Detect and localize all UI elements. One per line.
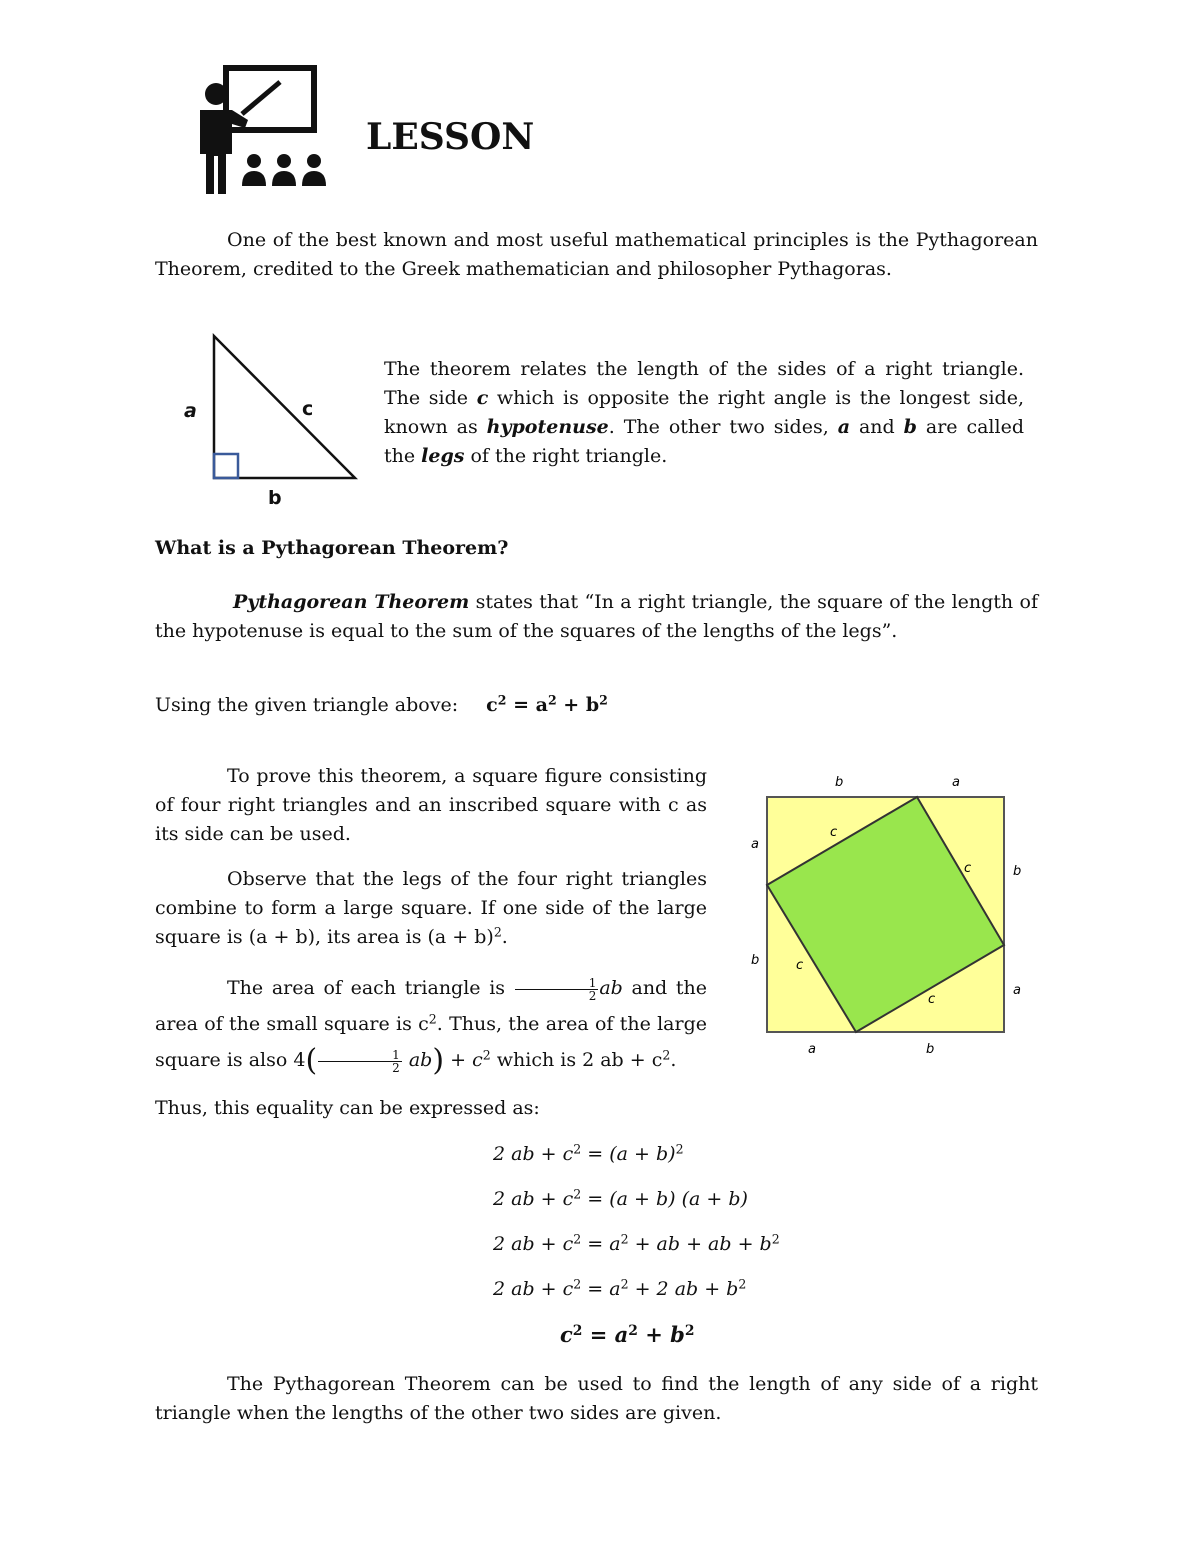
eq-exp: 2: [573, 1276, 582, 1292]
frac-den: 2: [392, 1060, 400, 1075]
sq-label-left-a: a: [751, 837, 759, 852]
desc-text: are called the: [384, 416, 1024, 467]
p3-text: . Thus, the area of the large square is also 4: [155, 1013, 708, 1071]
desc-a: a: [837, 416, 850, 438]
eq3-rhs-a: = a: [581, 1233, 621, 1255]
eq-exp: 2: [684, 1323, 695, 1340]
desc-text: and: [850, 416, 904, 438]
eq4-lhs: 2 ab + c: [493, 1278, 574, 1300]
sq-label-top-a: a: [952, 775, 960, 790]
proof-paragraph-3: The area of each triangle is $\frac{1}{2}$ ab and the area of the small square is $c^2$. Thus, the area of the large square is also 4( $\frac{1}{2}$ $ab) + c^2$ which is 2 ab + $c^2$.: [155, 975, 708, 1078]
eq4-rhs-a: = a: [581, 1278, 621, 1300]
square-proof-figure: [740, 765, 1040, 1065]
sq-label-top-b: b: [835, 775, 844, 790]
proof-paragraph-2: [155, 865, 707, 952]
p3-c: c: [472, 1049, 483, 1071]
proof-paragraph-1: To prove this theorem, a square figure consisting of four right triangles and an inscribed square with c as its side can be used.: [155, 765, 707, 845]
eq-exp: 2: [620, 1231, 629, 1247]
final-eq: = a: [582, 1322, 629, 1347]
desc-c: c: [476, 387, 489, 409]
frac-den: 2: [588, 988, 597, 1003]
equation-1: [493, 1143, 684, 1165]
using-c: c: [486, 694, 498, 716]
lesson-title: LESSON: [366, 116, 535, 158]
equation-3: [493, 1233, 780, 1255]
eq-exp: 2: [573, 1141, 582, 1157]
p2-end: .: [501, 926, 508, 948]
triangle-label-a: a: [184, 400, 197, 422]
final-plus: + b: [637, 1322, 685, 1347]
using-line: [155, 694, 608, 716]
half-fraction: [318, 1049, 402, 1074]
eq-exp: 2: [628, 1323, 638, 1340]
using-eq: = a: [506, 694, 548, 716]
p3-ab: ab: [408, 1049, 433, 1071]
desc-text: The theorem relates the length of the sides of a right triangle. The side: [384, 358, 1024, 409]
section-heading: What is a Pythagorean Theorem?: [155, 537, 509, 559]
eq-exp: 2: [573, 1186, 582, 1202]
p3-text: which is 2 ab + c: [490, 1049, 663, 1071]
using-equation: [486, 694, 608, 716]
eq-exp: 2: [573, 1231, 582, 1247]
sq-label-bottom-b: b: [926, 1042, 935, 1057]
sq-label-right-b: b: [1013, 864, 1022, 879]
desc-text: of the right triangle.: [464, 445, 668, 467]
using-label: Using the given triangle above:: [155, 694, 459, 716]
eq1-lhs: 2 ab + c: [493, 1143, 574, 1165]
desc-text: which is opposite the right angle is the longest side, known as: [384, 387, 1025, 438]
eq2-rhs: = (a + b) (a + b): [581, 1188, 748, 1210]
eq4-rhs-b: + 2 ab + b: [628, 1278, 739, 1300]
desc-text: . The other two sides,: [608, 416, 838, 438]
eq3-rhs-b: + ab + ab + b: [628, 1233, 772, 1255]
theorem-statement: [155, 588, 1038, 646]
p3-plus: +: [444, 1049, 473, 1071]
statement-text: states that “In a right triangle, the square of the length of the hypotenuse is equal to the sum of the squares of the lengths of the legs”.: [155, 591, 1038, 642]
using-exp: 2: [497, 692, 507, 708]
p3-exp: 2: [662, 1047, 671, 1063]
sq-label-c-right: c: [964, 861, 972, 876]
using-exp: 2: [547, 692, 557, 708]
sq-label-bottom-a: a: [808, 1042, 816, 1057]
sq-label-c-left: c: [796, 958, 804, 973]
teacher-presentation-icon: [190, 64, 335, 196]
eq-exp: 2: [771, 1231, 780, 1247]
frac-num: 1: [515, 977, 599, 990]
desc-b: b: [903, 416, 917, 438]
sq-label-right-a: a: [1013, 983, 1021, 998]
eq-exp: 2: [738, 1276, 747, 1292]
desc-hypotenuse: hypotenuse: [486, 416, 609, 438]
closing-paragraph: The Pythagorean Theorem can be used to find the length of any side of a right triangle when the lengths of the other two sides are given.: [155, 1373, 1038, 1424]
p3-exp: 2: [428, 1011, 437, 1027]
triangle-label-c: c: [302, 398, 314, 420]
triangle-description: [384, 355, 1024, 471]
p3-text: The area of each triangle is: [227, 977, 514, 999]
sq-label-left-b: b: [751, 953, 760, 968]
thus-line: Thus, this equality can be expressed as:: [155, 1097, 540, 1119]
p2-text: Observe that the legs of the four right triangles combine to form a large square. If one side of the large square is (a + b), its area is (a + b): [155, 868, 707, 948]
p3-exp: 2: [482, 1047, 491, 1063]
using-exp: 2: [599, 692, 608, 708]
p2-exp: 2: [493, 924, 502, 940]
eq2-lhs: 2 ab + c: [493, 1188, 574, 1210]
theorem-term: Pythagorean Theorem: [233, 591, 470, 613]
equation-2: [493, 1188, 748, 1210]
p3-text: and the area of the small square is c: [155, 977, 707, 1035]
p3-end: .: [670, 1049, 677, 1071]
half-fraction: [515, 977, 599, 1002]
final-c: c: [560, 1322, 573, 1347]
p3-ab: ab: [599, 977, 623, 999]
sq-label-c-top: c: [830, 825, 838, 840]
eq-exp: 2: [572, 1323, 583, 1340]
eq-exp: 2: [675, 1141, 684, 1157]
eq3-lhs: 2 ab + c: [493, 1233, 574, 1255]
sq-label-c-bottom: c: [928, 992, 936, 1007]
desc-legs: legs: [421, 445, 465, 467]
triangle-label-b: b: [268, 487, 282, 509]
eq-exp: 2: [620, 1276, 629, 1292]
intro-paragraph: One of the best known and most useful mathematical principles is the Pythagorean Theorem, credited to the Greek mathematician and philosopher Pythagoras.: [155, 229, 1038, 280]
using-plus: + b: [556, 694, 600, 716]
frac-num: 1: [318, 1049, 402, 1062]
final-equation: [560, 1322, 695, 1347]
eq1-rhs: = (a + b): [581, 1143, 676, 1165]
equation-4: [493, 1278, 746, 1300]
